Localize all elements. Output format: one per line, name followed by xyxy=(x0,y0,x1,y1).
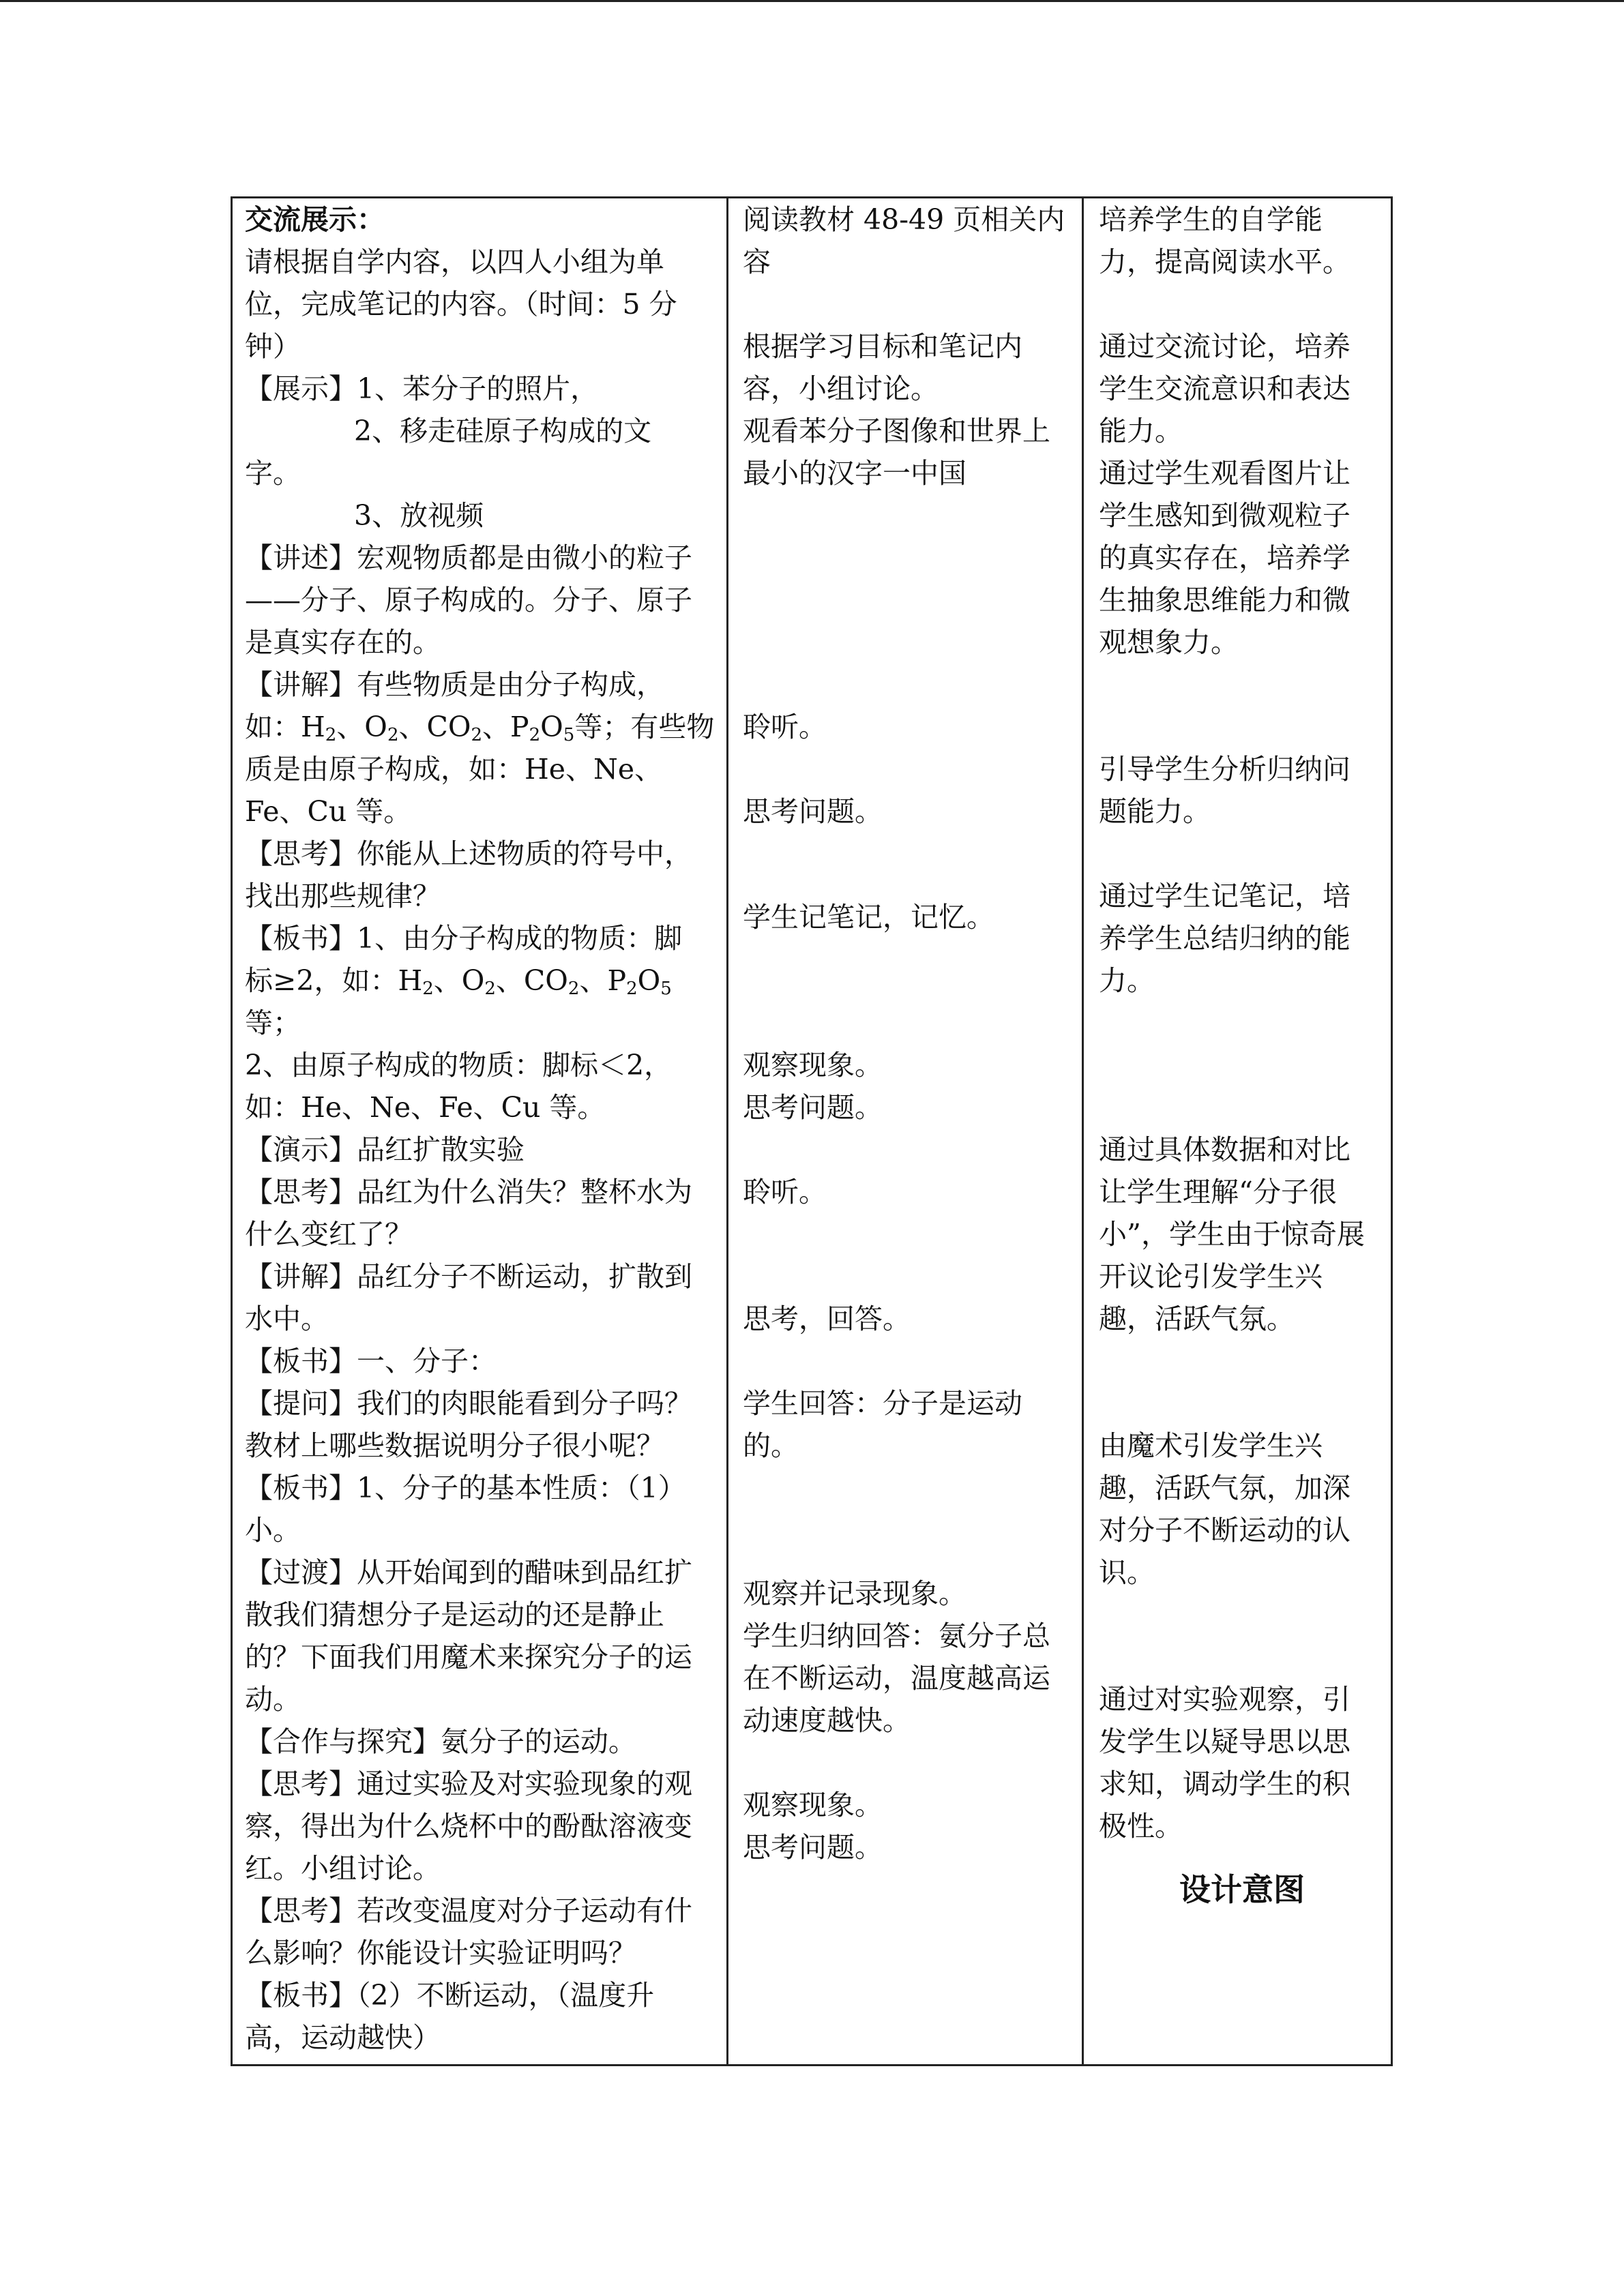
text-line: 找出那些规律？ xyxy=(245,880,441,912)
text-line: 【过渡】从开始闻到的醋味到品红扩 xyxy=(245,1556,692,1589)
text-line: 学生归纳回答：氨分子总 xyxy=(743,1620,1050,1652)
text-line: 观察现象。 xyxy=(743,1049,883,1082)
text-line: 发学生以疑导思以思 xyxy=(1099,1725,1350,1758)
text-line: 聆听。 xyxy=(743,711,827,743)
spacer xyxy=(1099,283,1385,325)
formula-fragment: 、CO xyxy=(495,964,568,997)
spacer xyxy=(1099,1636,1385,1678)
text-line: 的。 xyxy=(743,1429,799,1462)
formula-fragment: 、P xyxy=(482,711,529,743)
lesson-plan-table xyxy=(231,196,1393,2066)
text-line: 极性。 xyxy=(1099,1810,1183,1843)
text-line: 力，提高阅读水平。 xyxy=(1099,245,1350,278)
spacer xyxy=(743,1023,1077,1044)
student-activity-column xyxy=(743,198,1077,1868)
text-line: 红。小组讨论。 xyxy=(245,1852,441,1885)
spacer xyxy=(1099,664,1385,706)
spacer xyxy=(743,1467,1077,1509)
subscript: 2 xyxy=(387,725,399,745)
text-line: 质是由原子构成，如：He、Ne、 xyxy=(245,753,663,786)
text-line: 容 xyxy=(743,245,771,278)
text-line: 动速度越快。 xyxy=(743,1704,911,1737)
text-line: 2、由原子构成的物质：脚标＜2， xyxy=(245,1049,673,1082)
spacer xyxy=(1099,706,1385,748)
text-line: 观想象力。 xyxy=(1099,626,1239,659)
text-line: 力。 xyxy=(1099,964,1155,997)
text-line: 【思考】你能从上述物质的符号中， xyxy=(245,837,692,870)
text-line: 【演示】品红扩散实验 xyxy=(245,1133,525,1166)
text-line: 观察并记录现象。 xyxy=(743,1577,966,1610)
text-line: 【思考】通过实验及对实验现象的观 xyxy=(245,1768,692,1800)
formula-fragment: H xyxy=(301,711,325,743)
spacer xyxy=(743,875,1077,896)
formula-fragment: 、O xyxy=(336,711,387,743)
spacer xyxy=(743,537,1077,579)
spacer xyxy=(743,494,1077,537)
spacer xyxy=(743,938,1077,981)
spacer xyxy=(743,664,1077,706)
text-line: 【讲解】有些物质是由分子构成， xyxy=(245,668,664,701)
formula-line xyxy=(245,959,722,1002)
text-line: 通过对实验观察，引 xyxy=(1099,1683,1350,1716)
text-line: 位，完成笔记的内容。（时间：5 分 xyxy=(245,288,677,320)
spacer xyxy=(743,748,1077,790)
column-divider-1 xyxy=(726,198,728,2064)
text-line: 聆听。 xyxy=(743,1176,827,1208)
teacher-activity-column xyxy=(245,198,722,2059)
text-line: Fe、Cu 等。 xyxy=(245,795,412,828)
subscript: 2 xyxy=(484,979,496,999)
text-line: 如：He、Ne、Fe、Cu 等。 xyxy=(245,1091,606,1124)
spacer xyxy=(743,981,1077,1023)
text-line: 培养学生的自学能 xyxy=(1099,203,1323,236)
formula-fragment: 、CO xyxy=(398,711,471,743)
text-line: 思考问题。 xyxy=(743,795,883,828)
text-line: 水中。 xyxy=(245,1302,329,1335)
text-line: 能力。 xyxy=(1099,415,1183,447)
spacer xyxy=(743,283,1077,325)
text-line: 察，得出为什么烧杯中的酚酞溶液变 xyxy=(245,1810,692,1843)
text-line: 【展示】1、苯分子的照片， xyxy=(245,372,599,405)
text-line: 养学生总结归纳的能 xyxy=(1099,922,1350,955)
spacer xyxy=(743,1509,1077,1551)
text-line: 趣，活跃气氛。 xyxy=(1099,1302,1295,1335)
text-line: 生抽象思维能力和微 xyxy=(1099,584,1350,616)
text-line: 学生记笔记，记忆。 xyxy=(743,901,994,934)
spacer xyxy=(1099,833,1385,875)
text-line: 的？下面我们用魔术来探究分子的运 xyxy=(245,1641,692,1673)
spacer xyxy=(1099,1382,1385,1425)
text-line: 学生交流意识和表达 xyxy=(1099,372,1350,405)
text-line: 动。 xyxy=(245,1683,301,1716)
text-line: 让学生理解“分子很 xyxy=(1099,1176,1337,1208)
text-line: 题能力。 xyxy=(1099,795,1211,828)
text-line: 的真实存在，培养学 xyxy=(1099,541,1350,574)
text-line: 在不断运动，温度越高运 xyxy=(743,1662,1050,1695)
formula-fragment: O xyxy=(637,964,661,997)
subscript: 2 xyxy=(626,979,638,999)
subscript: 2 xyxy=(529,725,541,745)
column-divider-2 xyxy=(1082,198,1084,2064)
text-line: 2、移走硅原子构成的文 xyxy=(354,415,652,447)
spacer xyxy=(1099,1044,1385,1086)
text-line: 教材上哪些数据说明分子很小呢？ xyxy=(245,1429,664,1462)
spacer xyxy=(743,1255,1077,1298)
formula-fragment: 、P xyxy=(579,964,627,997)
text-line: 【思考】若改变温度对分子运动有什 xyxy=(245,1894,692,1927)
text-line: 最小的汉字一中国 xyxy=(743,457,966,490)
text-line: 观看苯分子图像和世界上 xyxy=(743,415,1050,447)
text-fragment: 标≥2，如： xyxy=(245,964,398,997)
spacer xyxy=(743,833,1077,875)
formula-fragment: H xyxy=(398,964,423,997)
text-line: 思考问题。 xyxy=(743,1831,883,1864)
text-line: 阅读教材 48-49 页相关内 xyxy=(743,203,1065,236)
subscript: 2 xyxy=(325,725,337,745)
text-line: 字。 xyxy=(245,457,301,490)
text-line: 对分子不断运动的认 xyxy=(1099,1514,1350,1547)
text-line: 由魔术引发学生兴 xyxy=(1099,1429,1323,1462)
text-line: 等； xyxy=(245,1007,301,1039)
text-line: 【讲述】宏观物质都是由微小的粒子 xyxy=(245,541,692,574)
formula-fragment: 、O xyxy=(433,964,485,997)
text-line: 求知，调动学生的积 xyxy=(1099,1768,1350,1800)
text-line: 【提问】我们的肉眼能看到分子吗？ xyxy=(245,1387,692,1420)
text-line: 思考，回答。 xyxy=(743,1302,911,1335)
subscript: 2 xyxy=(567,979,580,999)
text-line: 高，运动越快） xyxy=(245,2021,441,2054)
formula-line xyxy=(245,706,722,748)
text-line: 是真实存在的。 xyxy=(245,626,441,659)
text-line: 观察现象。 xyxy=(743,1789,883,1821)
spacer xyxy=(743,1742,1077,1784)
spacer xyxy=(1099,1002,1385,1044)
section-heading: 交流展示： xyxy=(245,203,385,236)
spacer xyxy=(743,1213,1077,1255)
text-line: 通过具体数据和对比 xyxy=(1099,1133,1350,1166)
text-line: 【思考】品红为什么消失？整杯水为 xyxy=(245,1176,692,1208)
subscript: 5 xyxy=(660,979,672,999)
text-line: 什么变红了？ xyxy=(245,1218,413,1251)
design-intent-column xyxy=(1099,198,1385,1911)
text-line: 小。 xyxy=(245,1514,301,1547)
design-intent-heading: 设计意图 xyxy=(1179,1871,1305,1908)
text-fragment: 等；有些物 xyxy=(574,711,715,743)
page-top-border xyxy=(0,0,1624,2)
text-line: 【板书】（2）不断运动，（温度升 xyxy=(245,1979,655,2012)
text-line: 学生感知到微观粒子 xyxy=(1099,499,1350,532)
text-line: 3、放视频 xyxy=(354,499,484,532)
spacer xyxy=(1099,1086,1385,1129)
spacer xyxy=(743,1551,1077,1572)
text-line: 么影响？你能设计实验证明吗？ xyxy=(245,1937,636,1969)
text-fragment: 如： xyxy=(245,711,301,743)
text-line: 散我们猜想分子是运动的还是静止 xyxy=(245,1598,664,1631)
spacer xyxy=(1099,1847,1385,1868)
text-line: 思考问题。 xyxy=(743,1091,883,1124)
text-line: 通过学生记笔记，培 xyxy=(1099,880,1350,912)
text-line: 开议论引发学生兴 xyxy=(1099,1260,1323,1293)
text-line: 【板书】一、分子： xyxy=(245,1345,497,1377)
text-line: 趣，活跃气氛，加深 xyxy=(1099,1472,1350,1504)
text-line: 根据学习目标和笔记内 xyxy=(743,330,1022,363)
spacer xyxy=(743,1129,1077,1171)
text-line: 通过学生观看图片让 xyxy=(1099,457,1350,490)
formula-fragment: O xyxy=(540,711,563,743)
text-line: 容，小组讨论。 xyxy=(743,372,939,405)
spacer xyxy=(1099,1594,1385,1636)
subscript: 2 xyxy=(422,979,434,999)
text-line: 【讲解】品红分子不断运动，扩散到 xyxy=(245,1260,692,1293)
text-line: 【合作与探究】氨分子的运动。 xyxy=(245,1725,636,1758)
text-line: 钟） xyxy=(245,330,301,363)
text-line: 引导学生分析归纳问 xyxy=(1099,753,1350,786)
text-line: 小”，学生由于惊奇展 xyxy=(1099,1218,1365,1251)
spacer xyxy=(743,579,1077,621)
text-line: ——分子、原子构成的。分子、原子 xyxy=(245,584,692,616)
spacer xyxy=(743,621,1077,664)
subscript: 2 xyxy=(471,725,483,745)
text-line: 【板书】1、分子的基本性质：（1） xyxy=(245,1472,686,1504)
spacer xyxy=(743,1340,1077,1382)
text-line: 学生回答：分子是运动 xyxy=(743,1387,1022,1420)
text-line: 识。 xyxy=(1099,1556,1155,1589)
text-line: 通过交流讨论，培养 xyxy=(1099,330,1350,363)
text-line: 【板书】1、由分子构成的物质：脚 xyxy=(245,922,683,955)
subscript: 5 xyxy=(563,725,575,745)
spacer xyxy=(1099,1340,1385,1382)
text-line: 请根据自学内容，以四人小组为单 xyxy=(245,245,664,278)
